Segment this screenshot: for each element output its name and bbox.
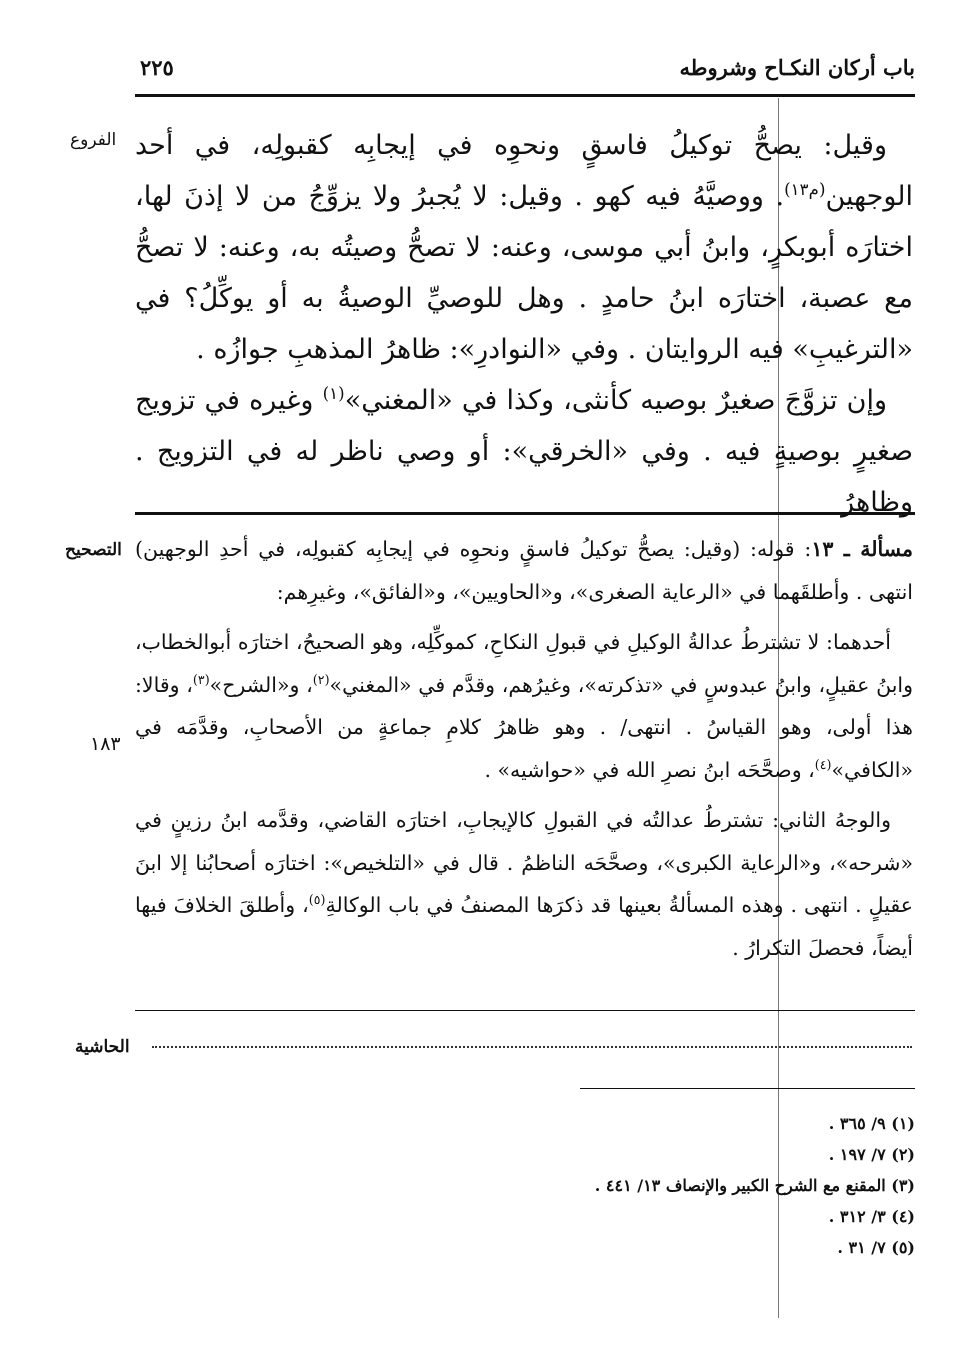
footnotes-list — [400, 1108, 915, 1263]
main-text-block — [135, 120, 913, 528]
main-p1-text: وقيل: يصحُّ توكيلُ فاسقٍ ونحوِه في إيجابِه كقبولِه، في أحد الوجهين — [135, 130, 913, 212]
footnote-marker: (٢) — [312, 671, 330, 687]
section-divider — [135, 512, 915, 515]
footnote-item: (٣) المقنع مع الشرح الكبير والإنصاف ١٣/ ٤٤١ . — [594, 1176, 915, 1195]
header-rule — [135, 94, 915, 97]
hashia-dotted-line — [152, 1046, 912, 1048]
footnote-item: (٢) ٧/ ١٩٧ . — [828, 1145, 915, 1164]
footnote-marker: (٤) — [814, 756, 832, 772]
tashih-paragraph — [135, 528, 913, 613]
footnote-marker: (١) — [322, 383, 345, 403]
footnote-item: (١) ٩/ ٣٦٥ . — [828, 1114, 915, 1133]
footnote-rule — [580, 1088, 915, 1089]
footnote-marker: (م١٣) — [784, 179, 826, 199]
tashih-p2-text: أحدهما: لا تشترطُ عدالةُ الوكيلِ في قبولِ النكاحِ، كموكِّلِه، وهو الصحيحُ، اختارَه أبوالخطاب، وابنُ عقيلٍ، وابنُ عبدوسٍ في «تذكرته»، وغيرُهم، وقدَّم في «المغني» — [135, 630, 914, 697]
tashih-p3-text: ، وأطلقَ الخلافَ فيها أيضاً، فحصلَ التكرارُ . — [135, 893, 913, 960]
tashih-p2-text: ، و«الشرح» — [209, 672, 313, 697]
footnote-marker: (٥) — [308, 892, 326, 908]
issue-number-heading: مسألة ـ ١٣ — [811, 537, 913, 561]
page-header-title: باب أركان النكـاح وشروطه — [679, 55, 915, 80]
main-p1-rest: . ووصيَّهُ فيه كهو . وقيل: لا يُجبرُ ولا يزوِّجُ من لا إذنَ لها، اختارَه أبوبكرٍ، وابنُ أبي موسى، وعنه: لا تصحُّ وصيتُه به، وعنه: لا تصحُّ مع عصبة، اختارَه ابنُ حامدٍ . وهل للوصيِّ الوصيةُ به أو يوكِّلُ؟ في «الترغيبِ» فيه الروايتان . وفي «النوادرِ»: ظاهرُ المذهبِ جوازُه . — [135, 181, 913, 365]
tashih-p1-text: : قوله: (وقيل: يصحُّ توكيلُ فاسقٍ ونحوِه في إيجابِه كقبولِه، في أحدِ الوجهين) انتهى . وأطلقَهما في «الرعاية الصغرى»، و«الحاويين»، و«الفائق»، وغيرِهم: — [135, 537, 913, 604]
footnote-item: (٥) ٧/ ٣١ . — [837, 1238, 915, 1257]
footnote-item: (٤) ٣/ ٣١٢ . — [828, 1207, 915, 1226]
main-paragraph — [135, 375, 913, 528]
margin-label-furu: الفروع — [70, 130, 117, 150]
main-paragraph — [135, 120, 913, 375]
tashih-p2-text: ، وصحَّحَه ابنُ نصرِ الله في «حواشيه» . — [484, 757, 815, 782]
page-number: ٢٢٥ — [140, 55, 174, 80]
margin-reference-number: ١٨٣ — [90, 733, 121, 755]
section-divider — [135, 1010, 915, 1011]
tashih-paragraph — [135, 799, 913, 969]
margin-label-tashih: التصحيح — [65, 540, 122, 560]
tashih-p2-text: ، وقالا: هذا أولى، وهو القياسُ . انتهى/ . وهو ظاهرُ كلامِ جماعةٍ من الأصحابِ، وقدَّمَه في «الكافي» — [135, 672, 913, 782]
tashih-p3-text: والوجهُ الثاني: تشترطُ عدالتُه في القبولِ كالإيجابِ، اختارَه القاضي، وقدَّمه ابنُ رزينٍ في «شرحه»، و«الرعاية الكبرى»، وصحَّحَه الناظمُ . قال في «التلخيص»: اختارَه أصحابُنا إلا ابنَ عقيلٍ . انتهى . وهذه المسألةُ بعينها قد ذكرَها المصنفُ في باب الوكالةِ — [135, 808, 913, 917]
tashih-text-block — [135, 528, 913, 969]
main-p2-rest: وغيره في تزويج صغيرٍ بوصيةٍ فيه . وفي «الخرقي»: أو وصي ناظر له في التزويج . وظاهرُ — [135, 385, 913, 518]
footnote-marker: (٣) — [192, 671, 210, 687]
margin-label-hashia: الحاشية — [75, 1037, 130, 1057]
main-p2-text: وإن تزوَّجَ صغيرٌ بوصيه كأنثى، وكذا في «المغني» — [344, 385, 888, 416]
tashih-paragraph — [135, 621, 913, 791]
